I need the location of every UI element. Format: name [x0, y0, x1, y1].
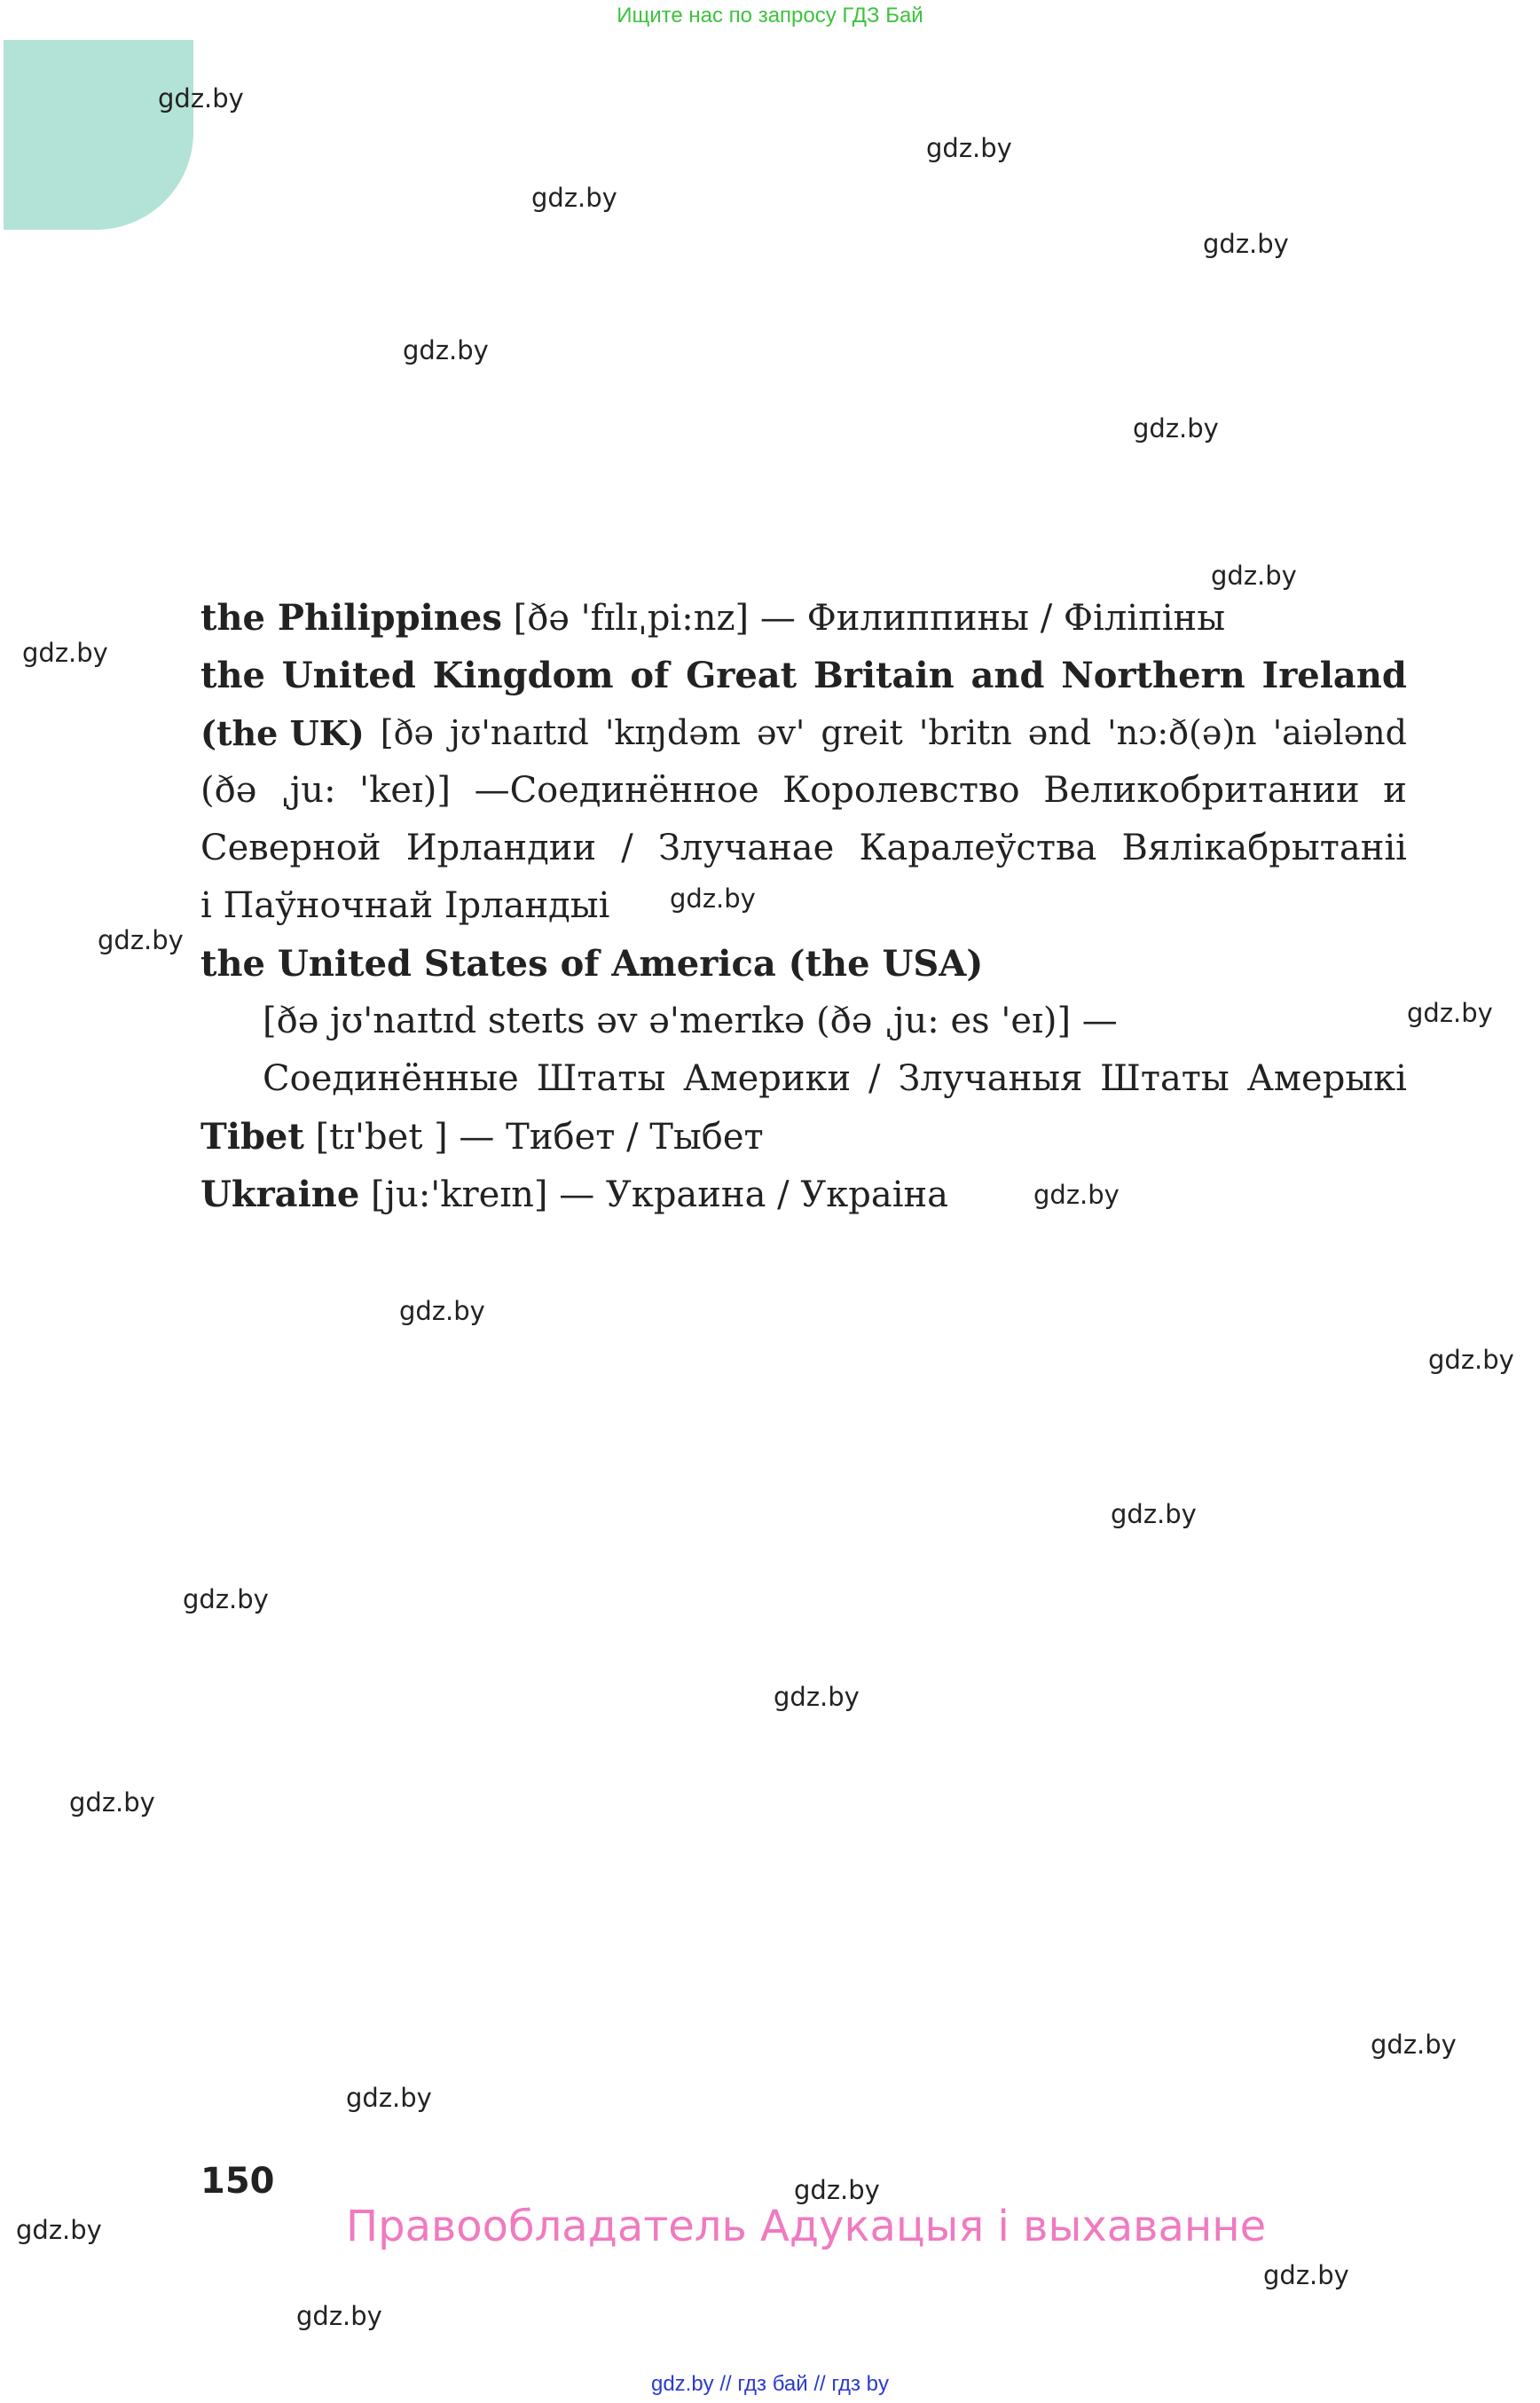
watermark: gdz.by: [1428, 1345, 1514, 1375]
word: Амерыкі: [1246, 1058, 1407, 1099]
word: Britain: [813, 655, 955, 696]
entry-usa-definition: [200, 1050, 1407, 1108]
entry-term: (the UK): [200, 713, 365, 753]
word: of: [630, 655, 670, 696]
word: Соединённые: [263, 1058, 519, 1099]
watermark: gdz.by: [1407, 998, 1493, 1028]
watermark: gdz.by: [926, 133, 1012, 163]
word: 'keɪ)]: [359, 770, 452, 811]
entry-term: the Philippines: [200, 597, 502, 639]
corner-tab: [4, 40, 193, 230]
word: əv': [756, 713, 805, 752]
word: Штаты: [1100, 1058, 1230, 1099]
entry-uk-line-3: [200, 762, 1407, 820]
entry-usa-term: the United States of America (the USA): [200, 943, 984, 985]
word: Northern: [1061, 655, 1245, 696]
word: /: [868, 1058, 881, 1099]
word: /: [621, 828, 633, 868]
word: 'aiələnd: [1272, 713, 1407, 752]
word: Злучаныя: [898, 1058, 1083, 1099]
watermark: gdz.by: [1371, 2030, 1457, 2060]
entry-philippines: [200, 589, 1407, 647]
watermark: gdz.by: [1111, 1499, 1197, 1529]
word: 'britn: [918, 713, 1012, 752]
word: United: [281, 655, 416, 696]
watermark: gdz.by: [296, 2301, 382, 2331]
word: Штаты: [536, 1058, 666, 1099]
word: Великобритании: [1043, 770, 1360, 811]
watermark: gdz.by: [183, 1584, 269, 1614]
entry-term: Tibet: [200, 1116, 304, 1158]
footer-links[interactable]: gdz.by // гдз бай // гдз by: [650, 2372, 890, 2396]
watermark: gdz.by: [399, 1296, 485, 1326]
word: Америки: [683, 1058, 852, 1099]
entry-term: Ukraine: [200, 1174, 360, 1215]
word: Вялікабрытаніі: [1121, 828, 1407, 868]
watermark: gdz.by: [16, 2215, 102, 2245]
watermark: gdz.by: [346, 2083, 432, 2113]
watermark: gdz.by: [794, 2175, 880, 2205]
word: Каралеўства: [859, 828, 1097, 868]
word: Северной: [200, 828, 381, 868]
watermark: gdz.by: [670, 883, 756, 914]
watermark: gdz.by: [158, 83, 244, 114]
word: [ðə: [380, 713, 434, 752]
watermark: gdz.by: [1211, 561, 1297, 591]
watermark: gdz.by: [1203, 229, 1289, 259]
word: 'nɔ:ð(ə)n: [1107, 713, 1257, 752]
watermark: gdz.by: [774, 1682, 860, 1712]
entry-uk-line-4: [200, 820, 1407, 877]
watermark: gdz.by: [98, 925, 184, 955]
entry-definition: [ju:'kreɪn] — Украина / Украіна: [359, 1174, 948, 1215]
entry-definition: [ðə 'fɪlɪˌpi:nz] — Филиппины / Філіпіны: [501, 598, 1226, 639]
word: (ðə: [200, 770, 257, 811]
entry-tibet: [200, 1108, 1407, 1166]
word: the: [200, 655, 266, 696]
word: Злучанае: [657, 828, 835, 868]
word: ˌju:: [279, 770, 336, 811]
copyright-notice: Правообладатель Адукацыя і выхаванне: [346, 2202, 1267, 2251]
word: и: [1383, 770, 1407, 811]
watermark: gdz.by: [22, 638, 108, 668]
entry-definition: і Паўночнай Ірландыі: [200, 885, 610, 926]
page-number: 150: [200, 2161, 275, 2202]
word: jʊ'naɪtɪd: [450, 713, 589, 752]
glossary: [200, 589, 1407, 1223]
word: greit: [821, 713, 903, 752]
word: Great: [686, 655, 798, 696]
watermark: gdz.by: [69, 1787, 155, 1818]
word: Ireland: [1261, 655, 1407, 696]
watermark: gdz.by: [1133, 413, 1219, 444]
watermark: gdz.by: [531, 183, 617, 213]
entry-uk-line-2: [200, 704, 1407, 762]
entry-uk-line-1: [200, 647, 1407, 704]
word: 'kɪŋdəm: [604, 713, 741, 752]
word: Ирландии: [405, 828, 597, 868]
word: ənd: [1027, 713, 1092, 752]
entry-usa-transcription: [ðə jʊ'naɪtɪd steɪts əv ə'merɪkə (ðə ˌju: es 'eɪ)] —: [263, 1001, 1118, 1041]
watermark: gdz.by: [1263, 2260, 1349, 2290]
word: and: [970, 655, 1045, 696]
entry-uk-line-5: [200, 877, 1407, 935]
entry-ukraine: [200, 1166, 1407, 1223]
word: Королевство: [782, 770, 1020, 811]
watermark: gdz.by: [403, 335, 489, 365]
watermark: gdz.by: [1033, 1180, 1120, 1210]
word: Kingdom: [432, 655, 614, 696]
top-banner: Ищите нас по запросу ГДЗ Бай: [617, 4, 923, 27]
word: —Соединённое: [474, 770, 759, 811]
entry-definition: [tɪ'bet ] — Тибет / Тыбет: [303, 1117, 764, 1158]
